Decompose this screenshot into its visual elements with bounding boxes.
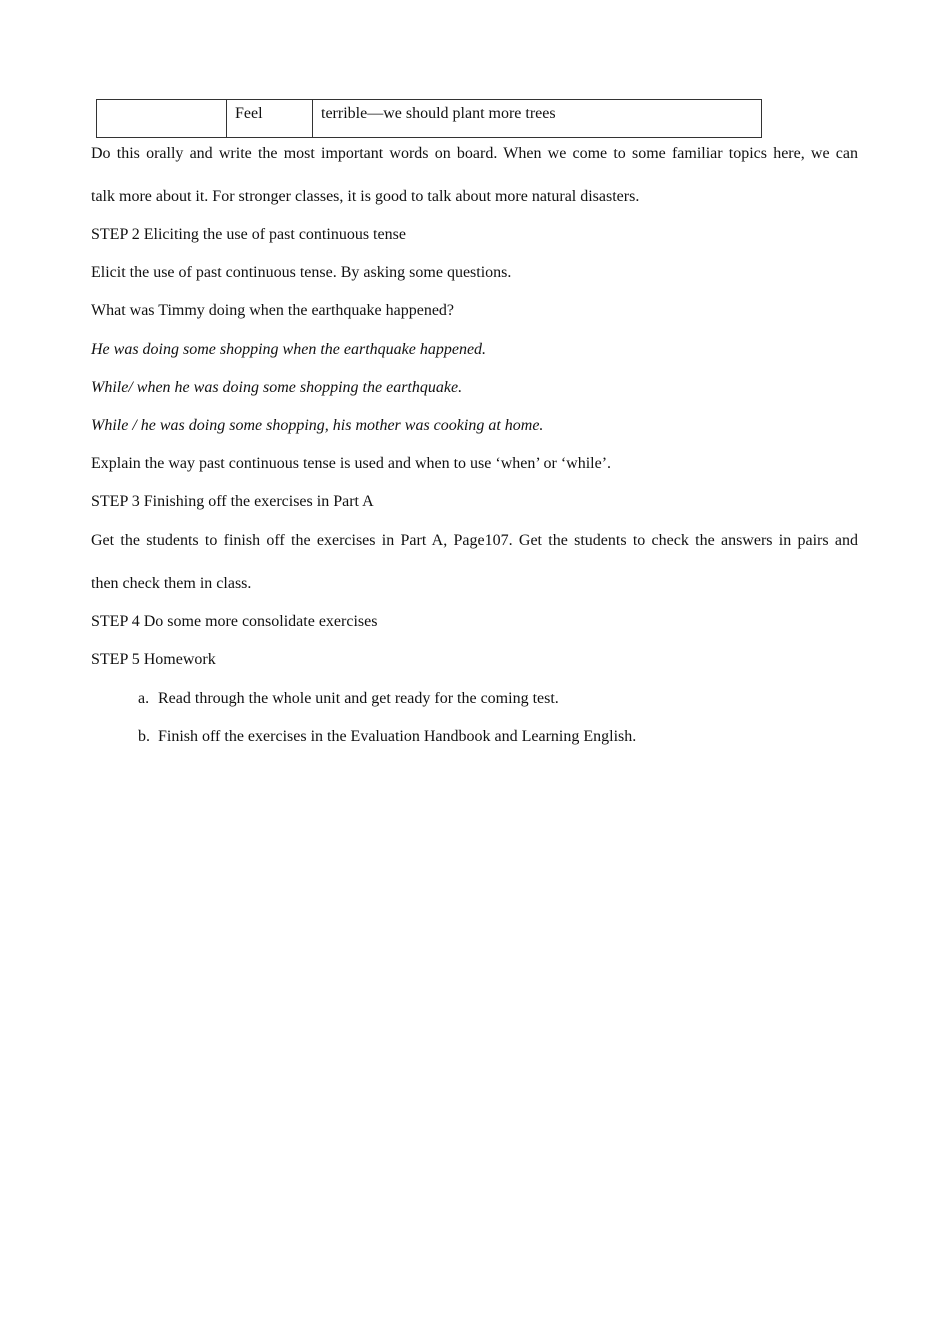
vocabulary-table — [96, 99, 762, 138]
step-heading: STEP 2 Eliciting the use of past continuous tense — [91, 226, 406, 243]
step-heading: STEP 3 Finishing off the exercises in Part A — [91, 493, 374, 510]
list-item — [138, 727, 636, 747]
list-item-text: Read through the whole unit and get ready for the coming test. — [158, 690, 559, 707]
paragraph: Explain the way past continuous tense is used and when to use ‘when’ or ‘while’. — [91, 455, 612, 472]
example-sentence: He was doing some shopping when the earthquake happened. — [91, 341, 487, 358]
question: What was Timmy doing when the earthquake happened? — [91, 302, 455, 319]
paragraph-line: Get the students to finish off the exercises in Part A, Page107. Get the students to check the answers in pairs and — [91, 532, 858, 549]
list-item — [138, 689, 559, 709]
table-row — [97, 100, 762, 138]
example-sentence: While/ when he was doing some shopping the earthquake. — [91, 379, 463, 396]
list-item-text: Finish off the exercises in the Evaluation Handbook and Learning English. — [158, 728, 637, 745]
step-heading: STEP 4 Do some more consolidate exercises — [91, 613, 378, 630]
step-heading: STEP 5 Homework — [91, 651, 216, 668]
paragraph-line: talk more about it. For stronger classes, it is good to talk about more natural disasters. — [91, 188, 640, 205]
paragraph: Elicit the use of past continuous tense. By asking some questions. — [91, 264, 512, 281]
example-sentence: While / he was doing some shopping, his mother was cooking at home. — [91, 417, 544, 434]
table-cell-feel: Feel — [227, 100, 313, 138]
table-cell-description: terrible—we should plant more trees — [313, 100, 762, 138]
list-marker: b. — [138, 728, 150, 745]
list-marker: a. — [138, 690, 150, 707]
table-cell-empty — [97, 100, 227, 138]
paragraph-line: Do this orally and write the most important words on board. When we come to some familiar topics here, we can — [91, 145, 858, 162]
paragraph-line: then check them in class. — [91, 575, 252, 592]
